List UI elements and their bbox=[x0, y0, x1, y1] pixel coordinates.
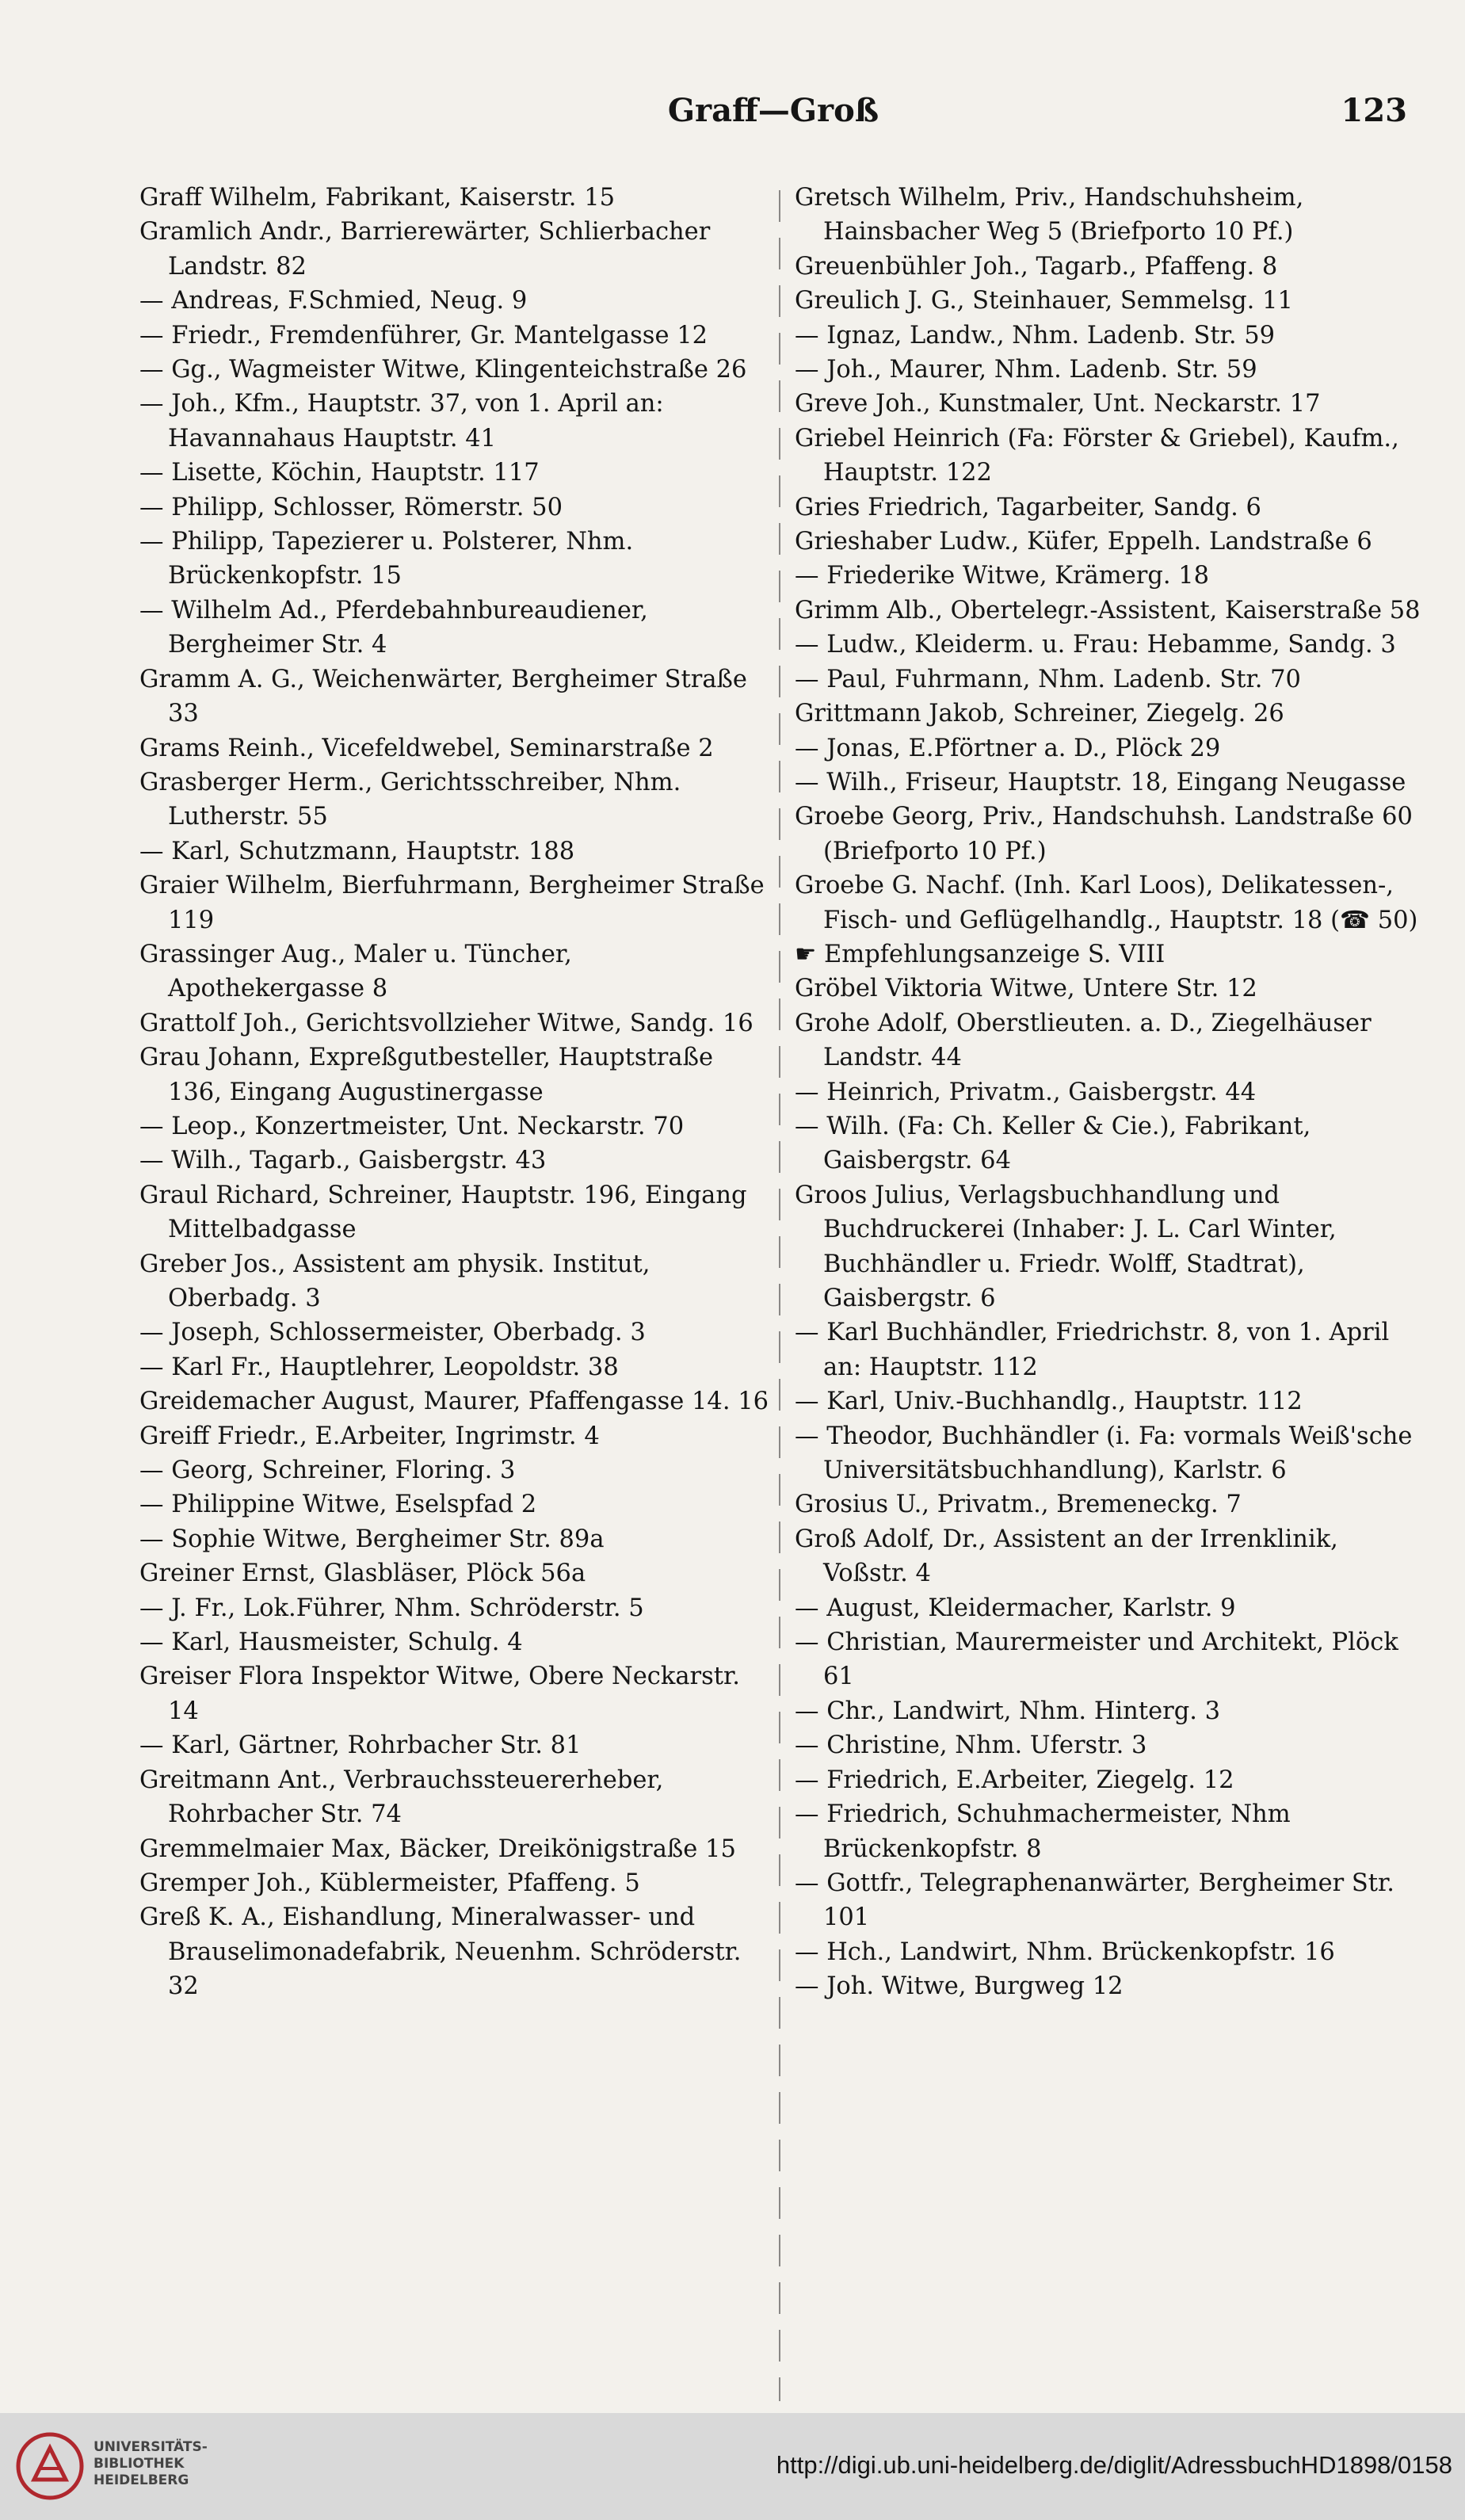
directory-entry: Groebe G. Nachf. (Inh. Karl Loos), Delikatessen-, Fisch- und Geflügelhandlg., Hauptstr. 18 (☎ 50) bbox=[795, 872, 1418, 934]
directory-entry: Greiner Ernst, Glasbläser, Plöck 56a bbox=[139, 1560, 586, 1588]
directory-entry: — August, Kleidermacher, Karlstr. 9 bbox=[795, 1594, 1236, 1622]
directory-entry: — Joseph, Schlossermeister, Oberbadg. 3 bbox=[139, 1319, 646, 1347]
directory-entry: — Friedrich, Schuhmachermeister, Nhm Brückenkopfstr. 8 bbox=[795, 1800, 1291, 1863]
university-seal-icon bbox=[14, 2430, 86, 2502]
directory-entry: Gretsch Wilhelm, Priv., Handschuhsheim, Hainsbacher Weg 5 (Briefporto 10 Pf.) bbox=[795, 184, 1304, 246]
directory-entry: — Joh., Maurer, Nhm. Ladenb. Str. 59 bbox=[795, 356, 1257, 384]
directory-entry: Grattolf Joh., Gerichtsvollzieher Witwe, Sandg. 16 bbox=[139, 1009, 753, 1037]
directory-entry: Greiser Flora Inspektor Witwe, Obere Neckarstr. 14 bbox=[139, 1663, 740, 1725]
directory-entry: — Wilhelm Ad., Pferdebahnbureaudiener, Bergheimer Str. 4 bbox=[139, 596, 648, 659]
directory-entry: — Hch., Landwirt, Nhm. Brückenkopfstr. 16 bbox=[795, 1938, 1335, 1966]
directory-entry: — Gg., Wagmeister Witwe, Klingenteichstraße 26 bbox=[139, 356, 747, 384]
directory-entry: — Wilh., Tagarb., Gaisbergstr. 43 bbox=[139, 1147, 547, 1175]
directory-entry: — Friedr., Fremdenführer, Gr. Mantelgasse 12 bbox=[139, 321, 708, 349]
directory-entry: — J. Fr., Lok.Führer, Nhm. Schröderstr. 5 bbox=[139, 1594, 644, 1622]
directory-entry: — Karl, Univ.-Buchhandlg., Hauptstr. 112 bbox=[795, 1388, 1303, 1416]
directory-entry: — Ludw., Kleiderm. u. Frau: Hebamme, Sandg. 3 bbox=[795, 631, 1396, 659]
directory-entry: — Philipp, Schlosser, Römerstr. 50 bbox=[139, 493, 563, 521]
viewer-footer bbox=[0, 2413, 1465, 2520]
directory-entry: Grau Johann, Expreßgutbesteller, Hauptstraße 136, Eingang Augustinergasse bbox=[139, 1044, 713, 1106]
directory-entry: — Joh. Witwe, Burgweg 12 bbox=[795, 1972, 1124, 2001]
directory-entry: Graier Wilhelm, Bierfuhrmann, Bergheimer Straße 119 bbox=[139, 872, 765, 934]
directory-entry: Groß Adolf, Dr., Assistent an der Irrenklinik, Voßstr. 4 bbox=[795, 1525, 1338, 1588]
directory-entry: Gröbel Viktoria Witwe, Untere Str. 12 bbox=[795, 975, 1257, 1003]
directory-entry: — Gottfr., Telegraphenanwärter, Bergheimer Str. 101 bbox=[795, 1869, 1394, 1932]
directory-entry: — Ignaz, Landw., Nhm. Ladenb. Str. 59 bbox=[795, 321, 1276, 349]
directory-entry: — Leop., Konzertmeister, Unt. Neckarstr. 70 bbox=[139, 1112, 685, 1140]
directory-entry: Greitmann Ant., Verbrauchssteuererheber, Rohrbacher Str. 74 bbox=[139, 1766, 664, 1829]
directory-entry: Greiff Friedr., E.Arbeiter, Ingrimstr. 4 bbox=[139, 1422, 600, 1450]
directory-entry: — Philipp, Tapezierer u. Polsterer, Nhm. Brückenkopfstr. 15 bbox=[139, 528, 634, 590]
directory-entry: ☛ Empfehlungsanzeige S. VIII bbox=[795, 940, 1166, 968]
directory-entry: Grittmann Jakob, Schreiner, Ziegelg. 26 bbox=[795, 700, 1284, 728]
directory-entry: — Andreas, F.Schmied, Neug. 9 bbox=[139, 287, 528, 315]
directory-entry: — Karl Fr., Hauptlehrer, Leopoldstr. 38 bbox=[139, 1353, 619, 1381]
directory-entry: — Joh., Kfm., Hauptstr. 37, von 1. April an: Havannahaus Hauptstr. 41 bbox=[139, 390, 664, 452]
directory-entry: Groos Julius, Verlagsbuchhandlung und Buchdruckerei (Inhaber: J. L. Carl Winter, Buchhändler u. Friedr. Wolff, Stadtrat), Gaisbergstr. 6 bbox=[795, 1181, 1337, 1312]
directory-entry: — Paul, Fuhrmann, Nhm. Ladenb. Str. 70 bbox=[795, 665, 1301, 693]
directory-entry: Greidemacher August, Maurer, Pfaffengasse 14. 16 bbox=[139, 1388, 769, 1416]
directory-entry: — Karl, Schutzmann, Hauptstr. 188 bbox=[139, 837, 575, 865]
directory-entry: — Karl, Hausmeister, Schulg. 4 bbox=[139, 1628, 523, 1657]
directory-entry: Grasberger Herm., Gerichtsschreiber, Nhm. Lutherstr. 55 bbox=[139, 768, 681, 831]
directory-entry: Grieshaber Ludw., Küfer, Eppelh. Landstraße 6 bbox=[795, 528, 1372, 556]
directory-entry: — Christian, Maurermeister und Architekt, Plöck 61 bbox=[795, 1628, 1398, 1691]
directory-entry: Gramm A. G., Weichenwärter, Bergheimer Straße 33 bbox=[139, 665, 747, 728]
directory-entry: Grassinger Aug., Maler u. Tüncher, Apothekergasse 8 bbox=[139, 940, 572, 1003]
directory-entry: Gramlich Andr., Barrierewärter, Schlierbacher Landstr. 82 bbox=[139, 218, 711, 281]
directory-entry: — Karl Buchhändler, Friedrichstr. 8, von 1. April an: Hauptstr. 112 bbox=[795, 1319, 1390, 1381]
column-divider bbox=[779, 190, 780, 2401]
running-head: Graff—Groß bbox=[667, 92, 879, 129]
directory-entry: Greber Jos., Assistent am physik. Institut, Oberbadg. 3 bbox=[139, 1250, 650, 1312]
directory-entry: — Sophie Witwe, Bergheimer Str. 89a bbox=[139, 1525, 605, 1553]
directory-entry: — Philippine Witwe, Eselspfad 2 bbox=[139, 1491, 537, 1519]
page-header bbox=[139, 89, 1407, 136]
directory-entry: — Friedrich, E.Arbeiter, Ziegelg. 12 bbox=[795, 1766, 1234, 1794]
source-url[interactable]: http://digi.ub.uni-heidelberg.de/diglit/AdressbuchHD1898/0158 bbox=[776, 2451, 1452, 2479]
directory-entry: Grimm Alb., Obertelegr.-Assistent, Kaiserstraße 58 bbox=[795, 596, 1421, 624]
directory-entry: Graff Wilhelm, Fabrikant, Kaiserstr. 15 bbox=[139, 184, 616, 212]
directory-entry: Grohe Adolf, Oberstlieuten. a. D., Ziegelhäuser Landstr. 44 bbox=[795, 1009, 1372, 1072]
directory-entry: — Friederike Witwe, Krämerg. 18 bbox=[795, 562, 1210, 590]
directory-entry: — Georg, Schreiner, Floring. 3 bbox=[139, 1457, 516, 1485]
directory-entry: Greve Joh., Kunstmaler, Unt. Neckarstr. 17 bbox=[795, 390, 1321, 418]
directory-entry: Graul Richard, Schreiner, Hauptstr. 196, Eingang Mittelbadgasse bbox=[139, 1181, 747, 1244]
directory-entry: Greulich J. G., Steinhauer, Semmelsg. 11 bbox=[795, 287, 1293, 315]
directory-entry: — Heinrich, Privatm., Gaisbergstr. 44 bbox=[795, 1078, 1257, 1106]
directory-entry: Groebe Georg, Priv., Handschuhsh. Landstraße 60 (Briefporto 10 Pf.) bbox=[795, 803, 1413, 865]
directory-entry: Gries Friedrich, Tagarbeiter, Sandg. 6 bbox=[795, 493, 1261, 521]
directory-entry: Grams Reinh., Vicefeldwebel, Seminarstraße 2 bbox=[139, 734, 714, 762]
directory-entry: — Chr., Landwirt, Nhm. Hinterg. 3 bbox=[795, 1697, 1221, 1725]
right-column bbox=[795, 181, 1429, 2004]
directory-entry: Gremmelmaier Max, Bäcker, Dreikönigstraße 15 bbox=[139, 1835, 736, 1863]
directory-entry: — Theodor, Buchhändler (i. Fa: vormals Weiß'sche Universitätsbuchhandlung), Karlstr. 6 bbox=[795, 1422, 1413, 1485]
library-logo-text: UNIVERSITÄTS- BIBLIOTHEK HEIDELBERG bbox=[93, 2439, 208, 2488]
directory-entry: Griebel Heinrich (Fa: Förster & Griebel), Kaufm., Hauptstr. 122 bbox=[795, 424, 1399, 487]
directory-entry: — Christine, Nhm. Uferstr. 3 bbox=[795, 1732, 1147, 1760]
directory-entry: Grosius U., Privatm., Bremeneckg. 7 bbox=[795, 1491, 1242, 1519]
page-number: 123 bbox=[1341, 92, 1407, 129]
directory-entry: — Wilh. (Fa: Ch. Keller & Cie.), Fabrikant, Gaisbergstr. 64 bbox=[795, 1112, 1311, 1175]
directory-entry: Greß K. A., Eishandlung, Mineralwasser- und Brauselimonadefabrik, Neuenhm. Schröderstr. 32 bbox=[139, 1903, 742, 2001]
directory-entry: — Wilh., Friseur, Hauptstr. 18, Eingang Neugasse bbox=[795, 768, 1406, 796]
directory-entry: Greuenbühler Joh., Tagarb., Pfaffeng. 8 bbox=[795, 252, 1278, 281]
directory-entry: — Karl, Gärtner, Rohrbacher Str. 81 bbox=[139, 1732, 582, 1760]
left-column bbox=[139, 181, 773, 2004]
directory-entry: — Lisette, Köchin, Hauptstr. 117 bbox=[139, 459, 540, 487]
directory-entry: — Jonas, E.Pförtner a. D., Plöck 29 bbox=[795, 734, 1221, 762]
directory-entry: Gremper Joh., Küblermeister, Pfaffeng. 5 bbox=[139, 1869, 640, 1897]
